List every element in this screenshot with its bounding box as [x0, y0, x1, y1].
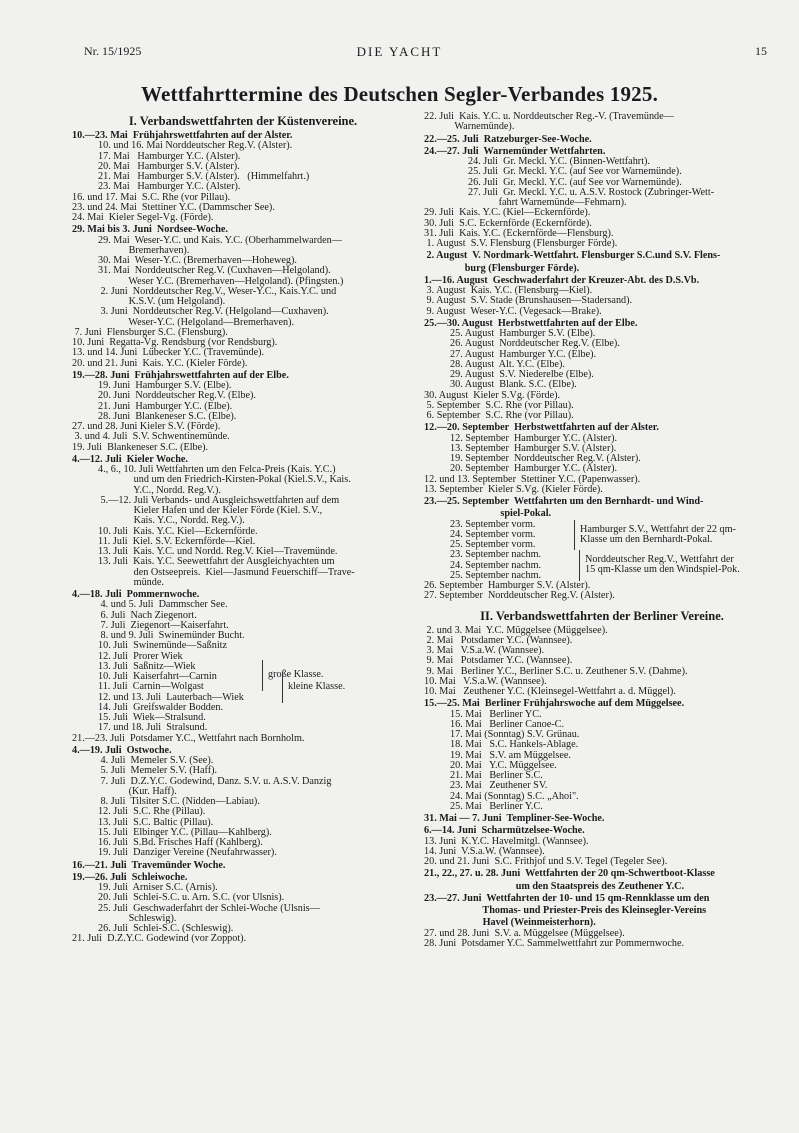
schedule-line: 19.—26. Juli Schleiwoche. — [72, 871, 188, 883]
schedule-line: 27. und 28. Juni Kieler S.V. (Förde). — [72, 421, 221, 432]
schedule-line: spiel-Pokal. — [424, 508, 552, 520]
schedule-line: 8. und 9. Juli Swinemünder Bucht. — [98, 630, 245, 641]
brace-label-windspiel-pokal: Norddeutscher Reg.V., Wettfahrt der 15 qm-Klasse um den Windspiel-Pok. — [585, 554, 740, 576]
schedule-line: 20. Mai Y.C. Müggelsee. — [450, 759, 557, 771]
schedule-line: 23. Mai Zeuthener SV. — [450, 780, 548, 792]
schedule-line: 25. August Hamburger S.V. (Elbe). — [450, 328, 596, 339]
schedule-line: 21. Juli D.Z.Y.C. Godewind (vor Zoppot). — [72, 933, 247, 945]
schedule-line: 21. Mai Berliner S.C. — [450, 770, 543, 781]
schedule-line: 11. Juli Carnin—Wolgast — [98, 681, 204, 693]
schedule-line: 10. Mai V.S.a.W. (Wannsee). — [424, 675, 547, 687]
schedule-line: 20. Mai Hamburger S.V. (Alster). — [98, 160, 240, 172]
schedule-line: um den Staatspreis des Zeuthener Y.C. — [424, 880, 685, 892]
schedule-line: 19. Mai S.V. am Müggelsee. — [450, 749, 571, 761]
page-number: 15 — [755, 44, 767, 58]
schedule-line: Thomas- und Priester-Preis des Kleinsegler-Vereins — [424, 905, 707, 916]
schedule-line: 13. September Kieler S.Vg. (Kieler Förde). — [424, 483, 603, 495]
schedule-line: 20. Juli Schlei-S.C. u. Arn. S.C. (vor Ulsnis). — [98, 892, 285, 904]
schedule-line: (Kur. Haff). — [98, 785, 177, 797]
schedule-line: 15. Mai Berliner YC. — [450, 708, 542, 720]
schedule-line: 12. und 13. September Stettiner Y.C. (Papenwasser). — [424, 473, 641, 485]
brace — [262, 660, 263, 691]
issue-number: Nr. 15/1925 — [84, 44, 142, 58]
schedule-line: 13. Juli Saßnitz—Wiek — [98, 660, 196, 672]
schedule-line: 24. September nachm. — [450, 559, 542, 571]
schedule-line: 16. Juli S.Bd. Frisches Haff (Kahlberg). — [98, 837, 263, 848]
schedule-line: 2. Mai Potsdamer Y.C. (Wannsee). — [424, 634, 573, 646]
schedule-line: 1. August S.V. Flensburg (Flensburger Förde). — [424, 238, 618, 249]
schedule-line: 28. Juni Blankeneser S.C. (Elbe). — [98, 410, 237, 422]
schedule-line: 5.—12. Juli Verbands- und Ausgleichswettfahrten auf dem — [98, 494, 340, 506]
schedule-line: 12. September Hamburger Y.C. (Alster). — [450, 432, 618, 444]
schedule-line: 12. Juli S.C. Rhe (Pillau). — [98, 806, 206, 818]
schedule-line: 29. Juli Kais. Y.C. (Kiel—Eckernförde). — [424, 207, 591, 219]
schedule-line: 5. Juli Memeler S.V. (Haff). — [98, 765, 218, 777]
section-title-kuestenvereine: I. Verbandswettfahrten der Küstenvereine. — [128, 114, 358, 128]
schedule-line: 19.—28. Juni Frühjahrswettfahrten auf der Elbe. — [72, 369, 289, 381]
schedule-line: Havel (Weinmeisterhorn). — [424, 917, 596, 929]
page-title: Wettfahrttermine des Deutschen Segler-Verbandes 1925. — [140, 82, 659, 106]
schedule-line: 27. Juli Gr. Meckl. Y.C. u. A.S.V. Rostock (Zubringer-Wett- — [468, 186, 715, 198]
schedule-line: 6.—14. Juni Scharmützelsee-Woche. — [424, 825, 585, 837]
schedule-line: Y.C., Nordd. Reg.V.). — [98, 484, 221, 496]
schedule-line: 13. September Hamburger S.V. (Alster). — [450, 442, 617, 454]
brace-label-kleine-klasse: kleine Klasse. — [288, 681, 346, 693]
section-title-berliner: II. Verbandswettfahrten der Berliner Vereine. — [480, 608, 724, 623]
schedule-line: 30. Juli S.C. Eckernförde (Eckernförde). — [424, 217, 592, 229]
schedule-line: 8. Juli Tilsiter S.C. (Nidden—Labiau). — [98, 796, 260, 807]
schedule-line: 28. August Alt. Y.C. (Elbe). — [450, 358, 565, 370]
schedule-line: 17. Mai (Sonntag) S.V. Grünau. — [450, 729, 580, 740]
schedule-line: 29. Mai bis 3. Juni Nordsee-Woche. — [72, 224, 228, 236]
schedule-line: 1.—16. August Geschwaderfahrt der Kreuzer-Abt. des D.S.Vb. — [424, 274, 700, 286]
schedule-line: 25. Juli Gr. Meckl. Y.C. (auf See vor Warnemünde). — [468, 166, 682, 178]
schedule-line: 26. Juli Gr. Meckl. Y.C. (auf See vor Warnemünde). — [468, 176, 682, 188]
schedule-line: 12. und 13. Juli Lauterbach—Wiek — [98, 691, 244, 703]
schedule-line: 27. August Hamburger Y.C. (Elbe). — [450, 348, 597, 360]
right-lines-b — [424, 626, 780, 950]
schedule-line: 13. Juli S.C. Baltic (Pillau). — [98, 816, 214, 828]
schedule-line: 16. und 17. Mai S.C. Rhe (vor Pillau). — [72, 191, 231, 203]
schedule-line: 17. und 18. Juli Stralsund. — [98, 722, 208, 734]
schedule-line: 29. Mai Weser-Y.C. und Kais. Y.C. (Oberhammelwarden— — [98, 234, 342, 246]
schedule-line: 24. Mai (Sonntag) S.C. „Ahoi". — [450, 790, 579, 802]
schedule-line: 29. August S.V. Niederelbe (Elbe). — [450, 369, 594, 380]
schedule-line: 12.—20. September Herbstwettfahrten auf der Alster. — [424, 422, 659, 434]
schedule-line: 19. September Norddeutscher Reg.V. (Alster). — [450, 453, 641, 464]
schedule-line: 4., 6., 10. Juli Wettfahrten um den Felca-Preis (Kais. Y.C.) — [98, 464, 336, 475]
schedule-line: 3. und 4. Juli S.V. Schwentinemünde. — [72, 431, 230, 443]
schedule-line: 2. und 3. Mai Y.C. Müggelsee (Müggelsee). — [424, 624, 608, 636]
schedule-line: 6. September S.C. Rhe (vor Pillau). — [424, 410, 574, 421]
schedule-line: 27. und 28. Juni S.V. a. Müggelsee (Müggelsee). — [424, 927, 625, 939]
schedule-line: 10.—23. Mai Frühjahrswettfahrten auf der Alster. — [72, 130, 293, 141]
schedule-line: 13. Juli Kais. Y.C. Seewettfahrt der Ausgleichyachten um — [98, 556, 335, 568]
schedule-line: 9. August S.V. Stade (Brunshausen—Stadersand). — [424, 295, 633, 307]
schedule-line: 30. August Kieler S.Vg. (Förde). — [424, 389, 561, 401]
schedule-line: Weser Y.C. (Bremerhaven—Helgoland). (Pfingsten.) — [98, 275, 344, 287]
brace — [579, 550, 580, 581]
schedule-line: 19. Juli Arniser S.C. (Arnis). — [98, 882, 218, 893]
schedule-line: 23. Mai Hamburger Y.C. (Alster). — [98, 181, 241, 193]
schedule-line: 24. Juli Gr. Meckl. Y.C. (Binnen-Wettfahrt). — [468, 156, 650, 167]
schedule-line: 20. und 21. Juni Kais. Y.C. (Kieler Förde). — [72, 357, 248, 369]
schedule-line: 21.—23. Juli Potsdamer Y.C., Wettfahrt nach Bornholm. — [72, 732, 305, 744]
schedule-line: Weser-Y.C. (Helgoland—Bremerhaven). — [98, 316, 295, 328]
schedule-line: K.S.V. (um Helgoland). — [98, 296, 226, 307]
schedule-line: 19. Juli Danziger Vereine (Neufahrwasser). — [98, 847, 277, 859]
schedule-line: 23. September nachm. — [450, 549, 542, 561]
schedule-line: 6. Juli Nach Ziegenort. — [98, 609, 197, 621]
schedule-line: 13. und 14. Juni Lübecker Y.C. (Travemünde). — [72, 347, 265, 359]
schedule-line: 4. Juli Memeler S.V. (See). — [98, 755, 214, 766]
schedule-line: 22. Juli Kais. Y.C. u. Norddeutscher Reg.-V. (Travemünde— — [424, 111, 674, 122]
schedule-line: 28. Juni Potsdamer Y.C. Sammelwettfahrt zur Pommernwoche. — [424, 937, 685, 949]
schedule-line: 25. September vorm. — [450, 539, 536, 550]
schedule-line: 15. Juli Wiek—Stralsund. — [98, 712, 206, 723]
schedule-line: 3. Juni Norddeutscher Reg.V. (Helgoland—Cuxhaven). — [98, 306, 329, 318]
schedule-line: und um den Friedrich-Kirsten-Pokal (Kiel.S.V., Kais. — [98, 474, 351, 486]
schedule-line: 19. Juni Hamburger S.V. (Elbe). — [98, 380, 232, 391]
schedule-line: 20. und 21. Juni S.C. Frithjof und S.V. Tegel (Tegeler See). — [424, 856, 668, 867]
schedule-line: fahrt Warnemünde—Fehmarn). — [468, 197, 627, 208]
schedule-line: 15.—25. Mai Berliner Frühjahrswoche auf dem Müggelsee. — [424, 698, 685, 710]
schedule-line: münde. — [98, 576, 164, 588]
schedule-line: 9. August Weser-Y.C. (Vegesack—Brake). — [424, 305, 602, 317]
brace — [574, 520, 575, 550]
schedule-line: 31. Mai Norddeutscher Reg.V. (Cuxhaven—Helgoland). — [98, 265, 331, 277]
schedule-line: 26. September Hamburger S.V. (Alster). — [424, 580, 591, 591]
schedule-line: den Ostseepreis. Kiel—Jasmund Feuerschiff—Trave- — [98, 566, 355, 578]
schedule-line: Warnemünde). — [424, 121, 515, 133]
schedule-line: 25. Mai Berliner Y.C. — [450, 800, 543, 812]
schedule-line: 26. August Norddeutscher Reg.V. (Elbe). — [450, 338, 620, 350]
schedule-line: 14. Juli Greifswalder Bodden. — [98, 701, 224, 713]
schedule-line: 10. Juni Regatta-Vg. Rendsburg (vor Rendsburg). — [72, 337, 278, 348]
schedule-line: 4.—19. Juli Ostwoche. — [72, 744, 172, 756]
right-lines-a — [424, 112, 780, 602]
schedule-line: 24. Mai Kieler Segel-Vg. (Förde). — [72, 212, 214, 223]
schedule-line: 10. Juli Kais. Y.C. Kiel—Eckernförde. — [98, 525, 258, 537]
schedule-line: 4.—12. Juli Kieler Woche. — [72, 453, 188, 465]
schedule-line: 5. September S.C. Rhe (vor Pillau). — [424, 399, 574, 411]
schedule-line: 9. Mai Potsdamer Y.C. (Wannsee). — [424, 655, 573, 667]
schedule-line: 2. August V. Nordmark-Wettfahrt. Flensburger S.C.und S.V. Flens- — [424, 250, 721, 262]
schedule-line: burg (Flensburger Förde). — [424, 262, 580, 274]
schedule-line: Schleswig). — [98, 912, 177, 924]
schedule-line: 31. Mai — 7. Juni Templiner-See-Woche. — [424, 813, 605, 824]
schedule-line: 25. September nachm. — [450, 569, 542, 581]
schedule-line: 14. Juni V.S.a.W. (Wannsee). — [424, 845, 545, 857]
right-column — [424, 112, 780, 949]
schedule-line: 23. und 24. Mai Stettiner Y.C. (Dammscher See). — [72, 201, 275, 213]
schedule-line: 3. August Kais. Y.C. (Flensburg—Kiel). — [424, 285, 593, 296]
left-lines — [72, 131, 414, 945]
schedule-line: 24. September vorm. — [450, 528, 536, 540]
schedule-line: 15. Juli Elbinger Y.C. (Pillau—Kahlberg). — [98, 826, 272, 838]
schedule-line: 23.—25. September Wettfahrten um den Bernhardt- und Wind- — [424, 496, 704, 507]
schedule-line: 18. Mai S.C. Hankels-Ablage. — [450, 739, 579, 751]
schedule-line: 23. September vorm. — [450, 518, 536, 530]
schedule-line: 2. Juni Norddeutscher Reg.V., Weser-Y.C., Kais.Y.C. und — [98, 285, 337, 297]
schedule-line: 22.—25. Juli Ratzeburger-See-Woche. — [424, 133, 592, 145]
schedule-line: 7. Juni Flensburger S.C. (Flensburg). — [72, 326, 228, 338]
schedule-line: 17. Mai Hamburger Y.C. (Alster). — [98, 150, 241, 162]
schedule-line: 7. Juli D.Z.Y.C. Godewind, Danz. S.V. u. A.S.V. Danzig — [98, 775, 332, 787]
schedule-line: 13. Juni K.Y.C. Havelmitgl. (Wannsee). — [424, 835, 589, 847]
schedule-line: 13. Juli Kais. Y.C. und Nordd. Reg.V. Kiel—Travemünde. — [98, 546, 338, 557]
schedule-line: 4.—18. Juli Pommernwoche. — [72, 589, 200, 600]
schedule-line: 10. und 16. Mai Norddeutscher Reg.V. (Alster). — [98, 140, 293, 152]
brace — [282, 672, 283, 703]
schedule-line: 30. August Blank. S.C. (Elbe). — [450, 379, 577, 391]
schedule-line: Bremerhaven). — [98, 244, 190, 256]
brace-label-grosse-klasse: große Klasse. — [268, 669, 324, 681]
schedule-line: 20. Juni Norddeutscher Reg.V. (Elbe). — [98, 390, 256, 402]
brace-label-bernhardt-pokal: Hamburger S.V., Wettfahrt der 22 qm- Klasse um den Bernhardt-Pokal. — [580, 523, 736, 545]
schedule-line: 25. Juli Geschwaderfahrt der Schlei-Woche (Ulsnis— — [98, 902, 320, 914]
schedule-line: 10. Juli Swinemünde—Saßnitz — [98, 640, 228, 652]
schedule-line: 24.—27. Juli Warnemünder Wettfahrten. — [424, 145, 606, 157]
schedule-line: 21. Mai Hamburger S.V. (Alster). (Himmelfahrt.) — [98, 171, 310, 182]
schedule-line: Kais. Y.C., Nordd. Reg.V.). — [98, 515, 245, 527]
schedule-line: 20. September Hamburger Y.C. (Alster). — [450, 463, 618, 475]
schedule-line: 30. Mai Weser-Y.C. (Bremerhaven—Hoheweg). — [98, 255, 297, 266]
schedule-line: 7. Juli Ziegenort—Kaiserfahrt. — [98, 619, 229, 631]
schedule-line: 27. September Norddeutscher Reg.V. (Alster). — [424, 590, 615, 602]
schedule-line: 21. Juni Hamburger Y.C. (Elbe). — [98, 400, 233, 412]
schedule-line: Kieler Hafen und der Kieler Förde (Kiel. S.V., — [98, 505, 323, 516]
schedule-line: 31. Juli Kais. Y.C. (Eckernförde—Flensburg). — [424, 227, 614, 239]
schedule-line: 23.—27. Juni Wettfahrten der 10- und 15 qm-Rennklasse um den — [424, 892, 710, 904]
schedule-line: 9. Mai Berliner Y.C., Berliner S.C. u. Zeuthener S.V. (Dahme). — [424, 665, 688, 677]
schedule-line: 25.—30. August Herbstwettfahrten auf der Elbe. — [424, 317, 638, 329]
schedule-line: 11. Juli Kiel. S.V. Eckernförde—Kiel. — [98, 535, 256, 547]
schedule-line: 10. Juli Kaiserfahrt—Carnin — [98, 671, 217, 682]
schedule-line: 19. Juli Blankeneser S.C. (Elbe). — [72, 441, 209, 453]
schedule-line: 16. Mai Berliner Canoe-C. — [450, 718, 565, 730]
schedule-line: 16.—21. Juli Travemünder Woche. — [72, 859, 226, 871]
magazine-title: DIE YACHT — [356, 44, 443, 59]
schedule-line: 10. Mai Zeuthener Y.C. (Kleinsegel-Wettfahrt a. d. Müggel). — [424, 686, 676, 697]
schedule-line: 4. und 5. Juli Dammscher See. — [98, 599, 228, 611]
schedule-line: 26. Juli Schlei-S.C. (Schleswig). — [98, 923, 234, 934]
schedule-line: 3. Mai V.S.a.W. (Wannsee). — [424, 645, 545, 656]
schedule-line: 12. Juli Prorer Wiek — [98, 650, 183, 662]
schedule-line: 21., 22., 27. u. 28. Juni Wettfahrten der 20 qm-Schwertboot-Klasse — [424, 868, 715, 880]
left-column — [72, 112, 414, 945]
